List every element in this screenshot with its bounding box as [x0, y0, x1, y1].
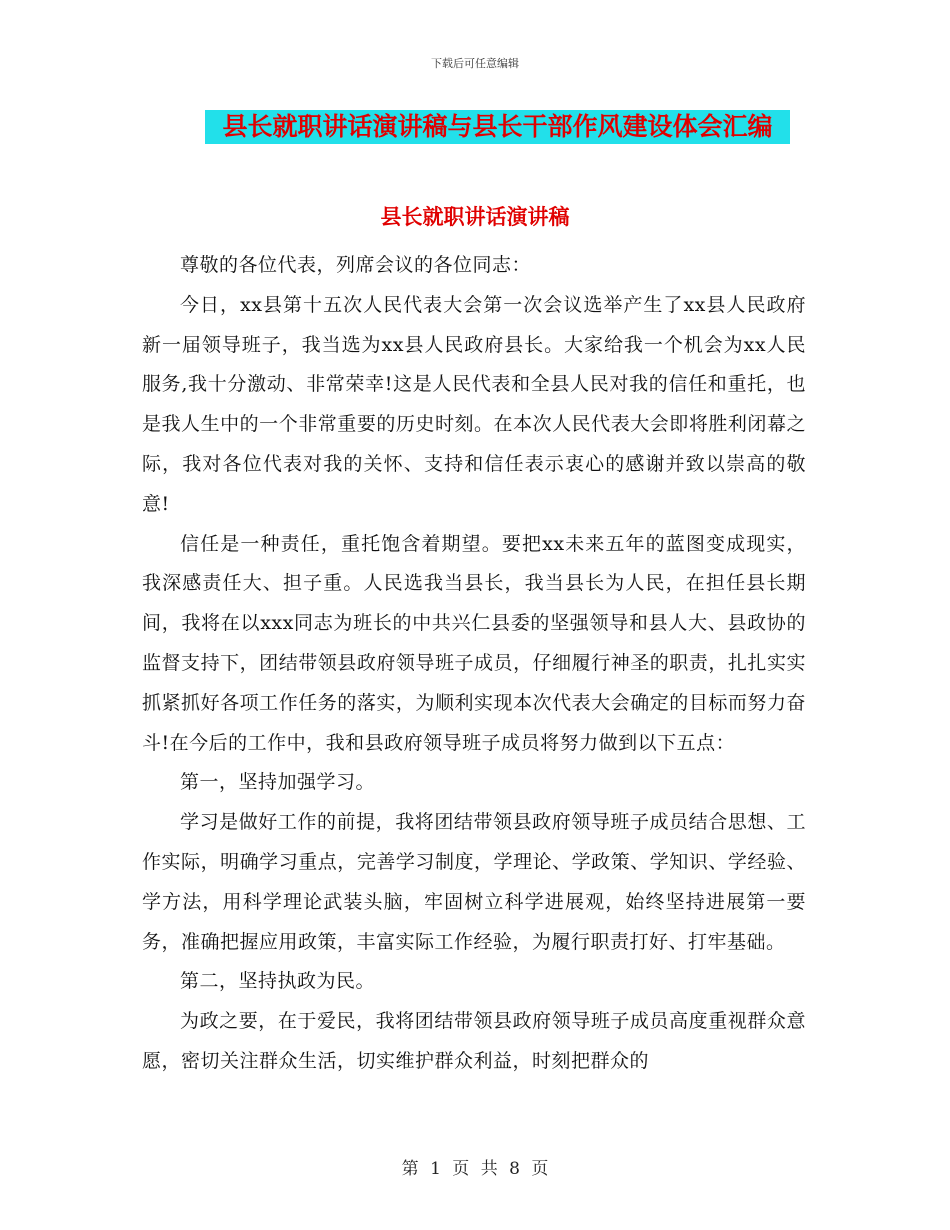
- paragraph-heading: 第二，坚持执政为民。: [180, 970, 376, 993]
- paragraph: 学习是做好工作的前提，我将团结带领县政府领导班子成员结合思想、工作实际，明确学习重点，完善学习制度，学理论、学政策、学知识、学经验、学方法，用科学理论武装头脑，牢固树立科学进展观，始终坚持进展第一要务，准确把握应用政策，丰富实际工作经验，为履行职责打好、打牢基础。: [142, 811, 806, 953]
- paragraph-salutation: 尊敬的各位代表，列席会议的各位同志：: [180, 254, 532, 276]
- header-note: 下载后可任意编辑: [431, 57, 519, 70]
- paragraph: 为政之要，在于爱民，我将团结带领县政府领导班子成员高度重视群众意愿，密切关注群众生活，切实维护群众利益，时刻把群众的: [142, 1010, 806, 1072]
- page-number-footer: 第 1 页 共 8 页: [401, 1159, 549, 1179]
- main-title: 县长就职讲话演讲稿与县长干部作风建设体会汇编: [205, 110, 790, 144]
- paragraph-heading: 第一，坚持加强学习。: [180, 771, 376, 794]
- section-title: 县长就职讲话演讲稿: [380, 204, 570, 229]
- paragraph: 今日，xx县第十五次人民代表大会第一次会议选举产生了xx县人民政府新一届领导班子，我当选为xx县人民政府县长。大家给我一个机会为xx人民服务,我十分激动、非常荣幸!这是人民代表和全县人民对我的信任和重托，也是我人生中的一个非常重要的历史时刻。在本次人民代表大会即将胜利闭幕之际，我对各位代表对我的关怀、支持和信任表示衷心的感谢并致以崇高的敬意!: [142, 293, 806, 515]
- body-text: [142, 246, 806, 1082]
- paragraph: 信任是一种责任，重托饱含着期望。要把xx未来五年的蓝图变成现实，我深感责任大、担子重。人民选我当县长，我当县长为人民，在担任县长期间，我将在以xxx同志为班长的中共兴仁县委的坚强领导和县人大、县政协的监督支持下，团结带领县政府领导班子成员，仔细履行神圣的职责，扎扎实实抓紧抓好各项工作任务的落实，为顺利实现本次代表大会确定的目标而努力奋斗!在今后的工作中，我和县政府领导班子成员将努力做到以下五点：: [142, 532, 806, 754]
